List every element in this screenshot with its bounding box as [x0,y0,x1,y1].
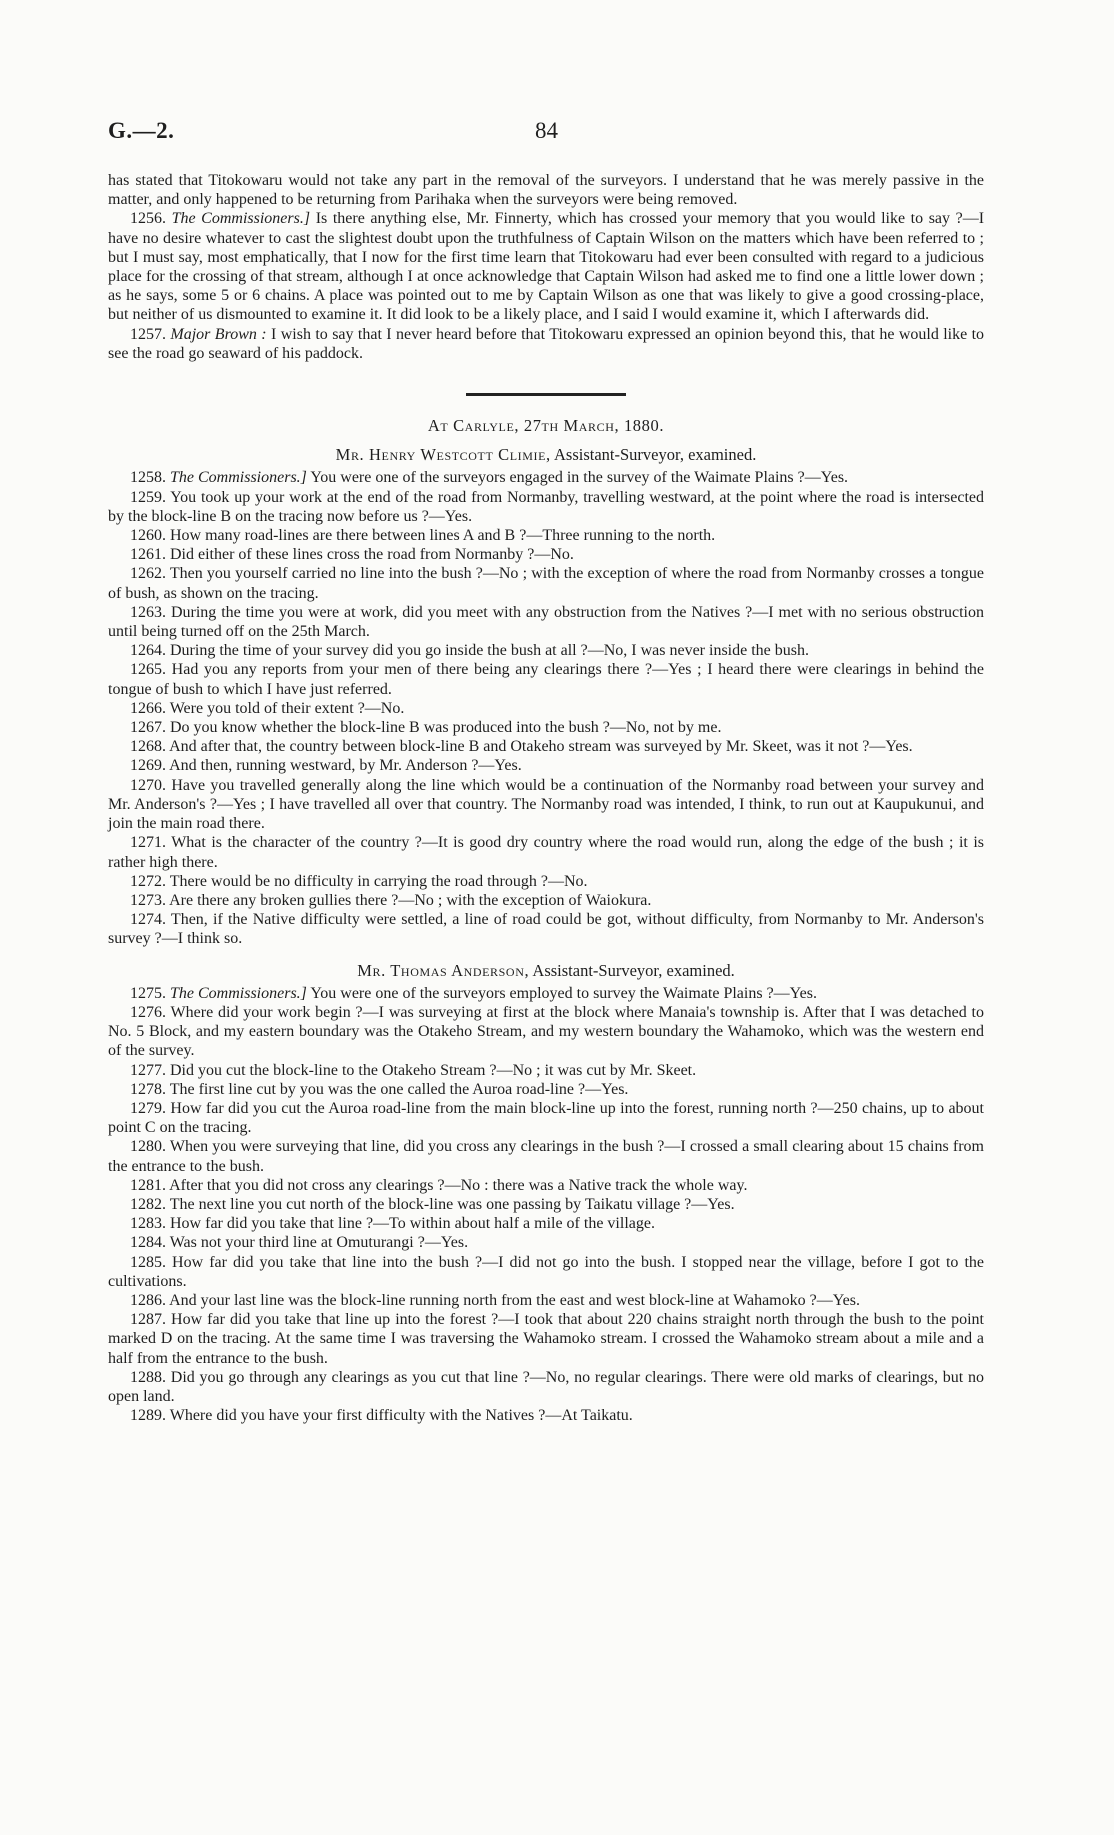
question-paragraph [108,833,984,871]
opening-paragraph: has stated that Titokowaru would not take any part in the removal of the surveyors. I understand that he was merely passive in the matter, and only happened to be returning from Parihaka when the surveyors were being removed. [108,172,984,209]
question-text: Then you yourself carried no line into the bush ?—No ; with the exception of where the road from Normanby crosses a tongue of bush, as shown on the tracing. [108,565,985,602]
question-paragraph [108,1310,984,1368]
question-paragraph [108,776,984,834]
question-paragraph [108,1080,984,1099]
question-number: 1284. [130,1234,166,1252]
question-text: Where did your work begin ?—I was surveying at first at the block where Manaia's township is. After that I was detached to No. 5 Block, and my eastern boundary was the Otakeho Stream, and my western boundary the Wahamoko, which was the western end of the survey. [108,1003,984,1060]
question-number: 1280. [130,1138,166,1156]
question-text: Have you travelled generally along the line which would be a continuation of the Normanby road between your survey and Mr. Anderson's ?—Yes ; I have travelled all over that country. The Normanby road was intended, I think, to run out at Kaupukunui, and join the main road there. [108,776,984,833]
question-text: Where did you have your first difficulty with the Natives ?—At Taikatu. [169,1407,633,1425]
question-text: Did you cut the block-line to the Otakeho Stream ?—No ; it was cut by Mr. Skeet. [170,1061,697,1079]
question-paragraph [108,737,984,756]
question-text: And then, running westward, by Mr. Anderson ?—Yes. [169,757,522,775]
question-text: You took up your work at the end of the road from Normanby, travelling westward, at the point where the road is intersected by the block-line B on the tracing now before us ?—Yes. [108,488,985,525]
question-paragraph [108,1368,984,1406]
question-paragraph [108,209,984,324]
question-paragraph [108,488,984,526]
question-text: What is the character of the country ?—It is good dry country where the road would run, along the edge of the bush ; it is rather high there. [108,834,984,871]
question-paragraph [108,891,984,910]
question-number: 1262. [130,565,166,583]
question-text: Did you go through any clearings as you cut that line ?—No, no regular clearings. There were old marks of clearings, but no open land. [108,1368,985,1405]
question-number: 1275. [130,984,166,1002]
question-number: 1278. [130,1080,166,1098]
question-text: During the time you were at work, did you meet with any obstruction from the Natives ?—I met with no serious obstruction until being turned off on the 25th March. [108,603,985,641]
question-text: How many road-lines are there between lines A and B ?—Three running to the north. [170,527,716,545]
witness-name: Mr. Henry Westcott Climie, [335,445,551,465]
question-number: 1261. [130,546,166,564]
witness-name: Mr. Thomas Anderson, [357,960,530,980]
question-paragraph [108,564,984,602]
question-paragraph [108,1195,984,1214]
question-number: 1267. [130,719,166,737]
speaker-label: The Commissioners.] [171,210,311,228]
question-paragraph [108,718,984,737]
question-number: 1285. [130,1253,166,1271]
place-date-heading: At Carlyle, 27th March, 1880. [427,416,665,436]
question-number: 1256. [130,210,166,228]
question-paragraph [108,1214,984,1233]
question-number: 1273. [130,891,166,909]
speaker-label: Major Brown : [170,325,267,343]
question-text: How far did you cut the Auroa road-line from the main block-line up into the forest, running north ?—250 chains, up to about point C on the tracing. [108,1099,984,1137]
question-number: 1276. [130,1003,166,1021]
question-number: 1265. [130,661,166,679]
question-paragraph [108,1291,984,1310]
question-number: 1289. [130,1407,166,1425]
question-number: 1259. [130,488,166,506]
question-paragraph [108,1176,984,1195]
question-paragraph [108,910,984,948]
question-number: 1260. [130,527,166,545]
question-number: 1274. [130,911,166,929]
question-number: 1263. [130,603,166,621]
question-text: Were you told of their extent ?—No. [169,699,405,717]
question-paragraph [108,872,984,891]
question-text: You were one of the surveyors engaged in the survey of the Waimate Plains ?—Yes. [310,469,849,487]
question-text: Is there anything else, Mr. Finnerty, which has crossed your memory that you would like to say ?—I have no desire whatever to cast the slightest doubt upon the truthfulness of Captain Wilson on the matters which have been referred to ; but I must say, most emphatically, that I now for the first time learn that Titokowaru had ever been consulted with regard to a judicious place for the crossing of that stream, although I at once acknowledge that Captain Wilson had asked me to find one a little lower down ; as he says, some 5 or 6 chains. A place was pointed out to me by Captain Wilson as one that was likely to give a good crossing-place, but neither of us dismounted to examine it. It did look to be a likely place, and I said I would examine it, which I afterwards did. [108,210,985,324]
question-text: Had you any reports from your men of there being any clearings there ?—Yes ; I heard there were clearings in behind the tongue of bush to which I have just referred. [108,661,985,698]
document-code: G.—2. [108,118,175,143]
question-paragraph [108,984,984,1003]
witness-heading-climie [108,445,984,464]
question-number: 1279. [130,1099,166,1117]
question-number: 1277. [130,1061,166,1079]
question-number: 1257. [130,325,166,343]
question-paragraph [108,325,984,363]
section-climie-questions [108,468,984,948]
question-paragraph [108,468,984,487]
question-number: 1272. [130,872,166,890]
question-text: How far did you take that line up into the forest ?—I took that about 220 chains straight north through the bush to the point marked D on the tracing. At the same time I was traversing the Wahamoko stream. I crossed the Wahamoko stream about a mile and a half from the entrance to the bush. [108,1311,985,1367]
question-text: The first line cut by you was the one called the Auroa road-line ?—Yes. [169,1080,629,1098]
question-number: 1271. [130,834,166,852]
question-paragraph [108,660,984,698]
section-anderson-questions [108,984,984,1426]
section-finnerty-questions [108,209,984,363]
question-number: 1283. [130,1215,166,1233]
question-number: 1264. [130,642,166,660]
question-paragraph [108,526,984,545]
question-paragraph [108,545,984,564]
witness-role: Assistant-Surveyor, examined. [532,960,735,980]
question-number: 1258. [130,469,166,487]
page-number: 84 [535,118,558,143]
section-divider [466,393,626,396]
question-paragraph [108,1061,984,1080]
question-text: There would be no difficulty in carrying the road through ?—No. [169,872,588,890]
question-text: Are there any broken gullies there ?—No ; with the exception of Waiokura. [169,891,652,909]
question-paragraph [108,1253,984,1291]
question-paragraph [108,1137,984,1175]
speaker-label: The Commissioners.] [170,984,307,1002]
question-text: And your last line was the block-line running north from the east and west block-line at Wahamoko ?—Yes. [169,1291,860,1309]
question-text: Was not your third line at Omuturangi ?—Yes. [169,1234,469,1252]
question-text: After that you did not cross any clearings ?—No : there was a Native track the whole way. [169,1176,748,1194]
document-body [108,171,984,1425]
question-text: The next line you cut north of the block-line was one passing by Taikatu village ?—Yes. [169,1195,735,1213]
question-number: 1281. [130,1176,166,1194]
question-paragraph [108,756,984,775]
question-text: And after that, the country between block-line B and Otakeho stream was surveyed by Mr. Skeet, was it not ?—Yes. [169,738,913,756]
question-paragraph [108,699,984,718]
question-number: 1269. [130,757,166,775]
question-number: 1287. [130,1311,166,1329]
question-text: When you were surveying that line, did you cross any clearings in the bush ?—I crossed a small clearing about 15 chains from the entrance to the bush. [108,1138,985,1175]
question-paragraph [108,1003,984,1061]
question-text: Then, if the Native difficulty were settled, a line of road could be got, without difficulty, from Normanby to Mr. Anderson's survey ?—I think so. [108,911,985,948]
question-number: 1270. [130,776,166,794]
question-paragraph [108,641,984,660]
question-text: How far did you take that line ?—To within about half a mile of the village. [170,1215,655,1233]
question-number: 1266. [130,699,166,717]
page-header [108,118,1008,150]
question-number: 1286. [130,1291,166,1309]
question-text: You were one of the surveyors employed to survey the Waimate Plains ?—Yes. [310,984,817,1002]
witness-heading-anderson [108,961,984,980]
question-text: Do you know whether the block-line B was produced into the bush ?—No, not by me. [170,719,722,737]
question-number: 1288. [130,1368,166,1386]
question-text: Did either of these lines cross the road from Normanby ?—No. [170,546,574,564]
witness-role: Assistant-Surveyor, examined. [553,445,757,465]
question-paragraph [108,1233,984,1252]
question-text: How far did you take that line into the bush ?—I did not go into the bush. I stopped near the village, before I got to the cultivations. [108,1253,985,1290]
question-text: I wish to say that I never heard before that Titokowaru expressed an opinion beyond this, that he would like to see the road go seaward of his paddock. [108,325,985,362]
question-paragraph [108,1099,984,1137]
question-number: 1268. [130,738,166,756]
question-paragraph [108,603,984,641]
speaker-label: The Commissioners.] [170,469,307,487]
question-paragraph [108,1406,984,1425]
question-text: During the time of your survey did you go inside the bush at all ?—No, I was never inside the bush. [170,642,809,660]
question-number: 1282. [130,1195,166,1213]
